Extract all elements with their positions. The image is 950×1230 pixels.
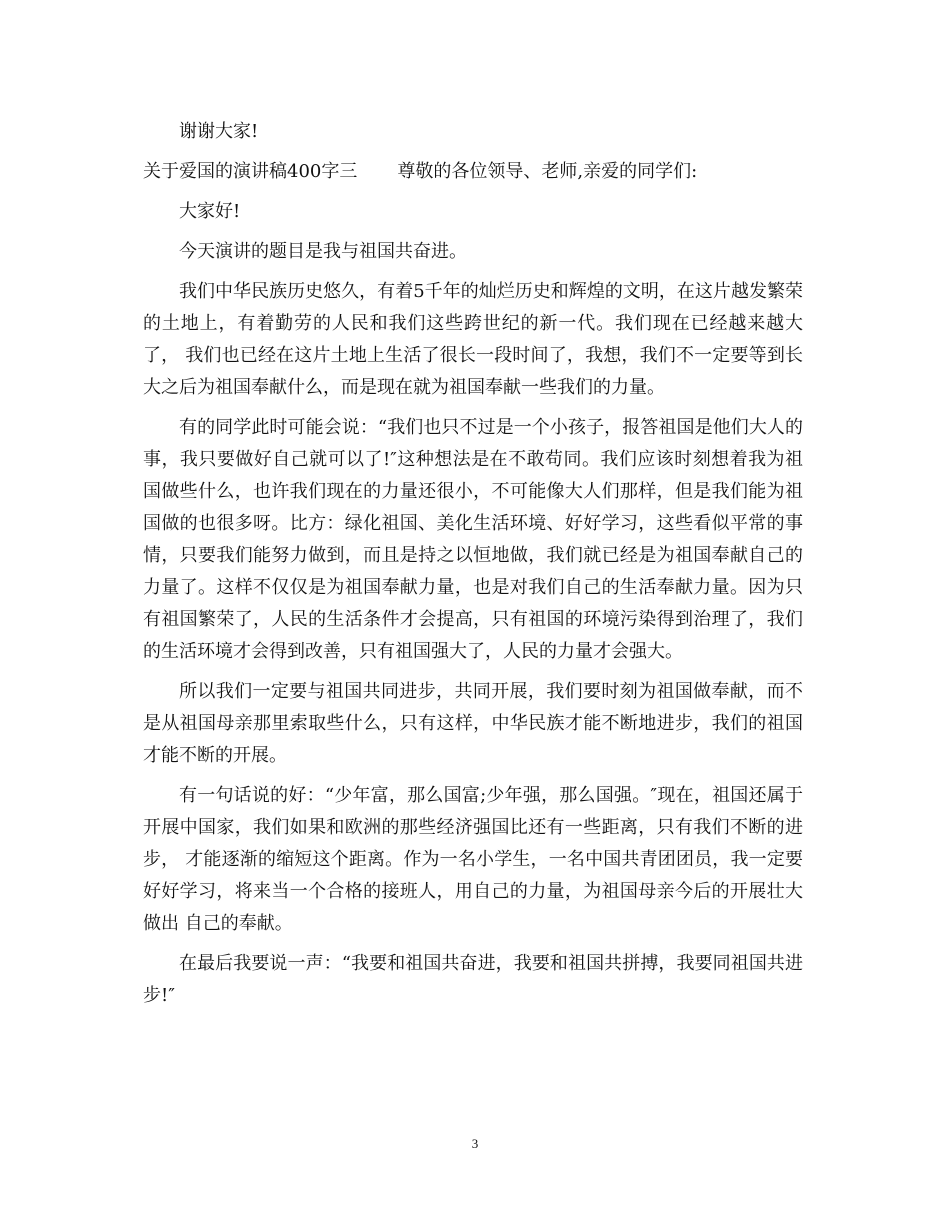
speech-title: 关于爱国的演讲稿400字三 <box>143 161 358 182</box>
body-paragraph-4: 有一句话说的好：“少年富，那么国富;少年强，那么国强。″现在，祖国还属于开展中国家，我们如果和欧洲的那些经济强国比还有一些距离，只有我们不断的进步， 才能逐渐的缩短这个距离。作为一名小学生，一名中国共青团团员，我一定要好好学习，将来当一个合格的接班人，用自己的力量，为祖国母亲今后的开展壮大做出 自己的奉献。 <box>143 785 803 934</box>
thanks-paragraph: 谢谢大家! <box>179 121 259 142</box>
document-body <box>143 116 803 1020</box>
topic-paragraph: 今天演讲的题目是我与祖国共奋进。 <box>179 241 467 262</box>
title-greeting-line <box>143 156 803 188</box>
body-paragraph-1: 我们中华民族历史悠久，有着5千年的灿烂历史和辉煌的文明，在这片越发繁荣的土地上，有着勤劳的人民和我们这些跨世纪的新一代。我们现在已经越来越大了， 我们也已经在这片土地上生活了很长一段时间了，我想，我们不一定要等到长大之后为祖国奉献什么，而是现在就为祖国奉献一些我们的力量。 <box>143 281 803 398</box>
greeting: 尊敬的各位领导、老师,亲爱的同学们: <box>397 161 698 182</box>
hello-paragraph: 大家好! <box>179 201 241 222</box>
body-paragraph-5: 在最后我要说一声：“我要和祖国共奋进，我要和祖国共拼搏，我要同祖国共进步!″ <box>143 953 803 1006</box>
body-paragraph-3: 所以我们一定要与祖国共同进步，共同开展，我们要时刻为祖国做奉献，而不是从祖国母亲那里索取些什么，只有这样，中华民族才能不断地进步，我们的祖国才能不断的开展。 <box>143 681 803 766</box>
body-paragraph-2: 有的同学此时可能会说：“我们也只不过是一个小孩子，报答祖国是他们大人的事，我只要做好自己就可以了!″这种想法是在不敢苟同。我们应该时刻想着我为祖 国做些什么，也许我们现在的力量还很小，不可能像大人们那样，但是我们能为祖国做的也很多呀。比方：绿化祖国、美化生活环境、好好学习，这些看似平常的事 情，只要我们能努力做到，而且是持之以恒地做，我们就已经是为祖国奉献自己的力量了。这样不仅仅是为祖国奉献力量，也是对我们自己的生活奉献力量。因为只 有祖国繁荣了，人民的生活条件才会提高，只有祖国的环境污染得到治理了，我们的生活环境才会得到改善，只有祖国强大了，人民的力量才会强大。 <box>143 417 803 662</box>
page-number: 3 <box>471 1136 479 1151</box>
